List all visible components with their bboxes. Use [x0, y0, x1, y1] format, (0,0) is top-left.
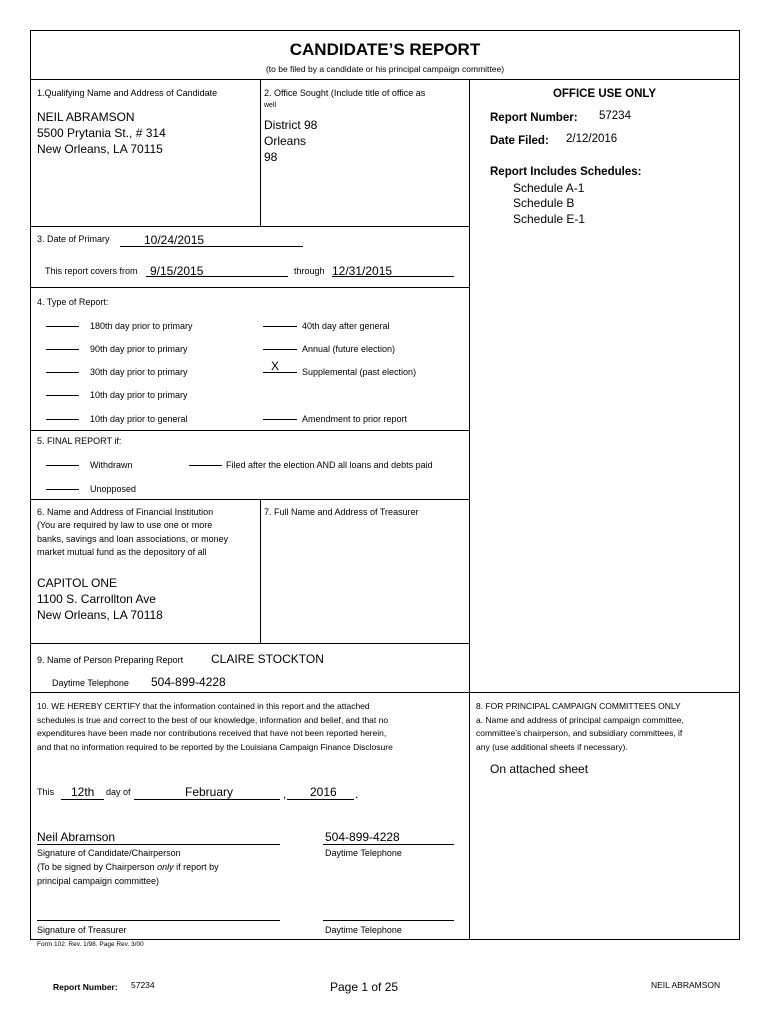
- final-report-option: Unopposed: [90, 484, 137, 494]
- office-line-1: District 98: [264, 118, 318, 132]
- report-type-option: 10th day prior to general: [90, 414, 188, 424]
- day-of-label: day of: [106, 787, 131, 797]
- office-use-heading: OFFICE USE ONLY: [552, 88, 657, 100]
- checkbox-line[interactable]: [263, 326, 297, 327]
- divider: [30, 226, 469, 227]
- report-type-option: 40th day after general: [302, 321, 390, 331]
- certify-day: 12th: [71, 785, 95, 799]
- period: .: [355, 787, 359, 801]
- certification-text: schedules is true and correct to the best of our knowledge, information and belief, and that no: [37, 715, 389, 725]
- divider: [469, 79, 470, 940]
- certification-text: 10. WE HEREBY CERTIFY that the information contained in this report and the attached: [37, 701, 370, 711]
- phone-label: Daytime Telephone: [325, 848, 402, 858]
- divider: [30, 430, 469, 431]
- checkbox-line[interactable]: [46, 419, 79, 420]
- financial-institution-label: market mutual fund as the depository of all: [37, 547, 207, 557]
- covers-label: This report covers from: [45, 266, 138, 276]
- report-type-option: 30th day prior to primary: [90, 367, 188, 377]
- divider: [30, 643, 469, 644]
- committee-label: any (use additional sheets if necessary).: [476, 742, 628, 752]
- report-type-option: Amendment to prior report: [302, 414, 408, 424]
- treasurer-signature-label: Signature of Treasurer: [37, 925, 127, 935]
- checkbox-line[interactable]: [46, 349, 79, 350]
- checkbox-line[interactable]: [263, 349, 297, 350]
- checkbox-line[interactable]: [46, 395, 79, 396]
- final-report-label: 5. FINAL REPORT if:: [37, 436, 122, 446]
- date-filed-label: Date Filed:: [490, 135, 549, 147]
- date-filed-value: 2/12/2016: [566, 133, 618, 145]
- month-line: [134, 799, 280, 800]
- certification-text: and that no information required to be reported by the Louisiana Campaign Finance Disclosure: [37, 742, 393, 752]
- committee-value: On attached sheet: [490, 762, 589, 776]
- report-number-label: Report Number:: [490, 112, 578, 124]
- report-type-option: Supplemental (past election): [302, 367, 417, 377]
- treasurer-phone-label: Daytime Telephone: [325, 925, 402, 935]
- page-subtitle: (to be filed by a candidate or his principal campaign committee): [265, 64, 505, 74]
- treasurer-signature-line: [37, 920, 280, 921]
- preparer-phone-label: Daytime Telephone: [52, 678, 129, 688]
- comma: ,: [283, 787, 287, 801]
- financial-institution-label: banks, savings and loan associations, or money: [37, 534, 229, 544]
- financial-institution-label: 6. Name and Address of Financial Institution: [37, 507, 214, 517]
- office-line-3: 98: [264, 150, 278, 164]
- report-type-check-mark: X: [271, 359, 280, 373]
- office-sought-label: 2. Office Sought (Include title of office as: [264, 88, 426, 98]
- footer-report-number-label: Report Number:: [53, 982, 118, 992]
- preparer-label: 9. Name of Person Preparing Report: [37, 655, 184, 665]
- certification-text: expenditures have been made nor contributions received that have not been reported herein,: [37, 728, 387, 738]
- through-label: through: [294, 266, 325, 276]
- checkbox-line[interactable]: [46, 326, 79, 327]
- footer-candidate-name: NEIL ABRAMSON: [651, 980, 721, 990]
- candidate-label: 1.Qualifying Name and Address of Candidate: [37, 88, 218, 98]
- primary-date-value: 10/24/2015: [144, 233, 205, 247]
- bank-street: 1100 S. Carrollton Ave: [37, 592, 156, 606]
- checkbox-line[interactable]: [46, 489, 79, 490]
- candidate-name: NEIL ABRAMSON: [37, 110, 135, 124]
- signature-label: Signature of Candidate/Chairperson: [37, 848, 181, 858]
- committee-label: 8. FOR PRINCIPAL CAMPAIGN COMMITTEES ONLY: [476, 701, 681, 711]
- report-type-option: 180th day prior to primary: [90, 321, 193, 331]
- candidate-city: New Orleans, LA 70115: [37, 142, 163, 156]
- office-sought-label-cont: well: [264, 102, 277, 109]
- candidate-phone: 504-899-4228: [325, 830, 400, 844]
- page-title: CANDIDATE’S REPORT: [289, 40, 481, 59]
- primary-date-label: 3. Date of Primary: [37, 234, 110, 244]
- certify-year: 2016: [310, 785, 337, 799]
- report-type-label: 4. Type of Report:: [37, 297, 109, 307]
- divider: [30, 79, 740, 80]
- signature-note: principal campaign committee): [37, 876, 160, 886]
- divider: [30, 287, 469, 288]
- treasurer-phone-line: [323, 920, 454, 921]
- schedule-item: Schedule B: [513, 196, 575, 210]
- day-line: [61, 799, 104, 800]
- bank-city: New Orleans, LA 70118: [37, 608, 163, 622]
- divider: [260, 79, 261, 226]
- final-report-option: Withdrawn: [90, 460, 133, 470]
- report-type-option: 90th day prior to primary: [90, 344, 188, 354]
- preparer-name: CLAIRE STOCKTON: [211, 652, 324, 666]
- report-type-option: Annual (future election): [302, 344, 396, 354]
- divider: [30, 499, 469, 500]
- divider: [30, 692, 740, 693]
- footer-report-number: 57234: [131, 980, 155, 990]
- candidate-street: 5500 Prytania St., # 314: [37, 126, 166, 140]
- checkbox-line[interactable]: [263, 372, 297, 373]
- checkbox-line[interactable]: [46, 465, 79, 466]
- candidate-signature: Neil Abramson: [37, 830, 116, 844]
- committee-label: a. Name and address of principal campaign committee,: [476, 715, 684, 725]
- schedule-item: Schedule E-1: [513, 212, 586, 226]
- checkbox-line[interactable]: [46, 372, 79, 373]
- year-line: [287, 799, 354, 800]
- checkbox-line[interactable]: [263, 419, 297, 420]
- signature-note: (To be signed by Chairperson only if report by: [37, 862, 219, 872]
- schedule-item: Schedule A-1: [513, 181, 585, 195]
- phone-line: [323, 844, 454, 845]
- checkbox-line[interactable]: [189, 465, 222, 466]
- final-report-option: Filed after the election AND all loans and debts paid: [226, 460, 433, 470]
- report-type-option: 10th day prior to primary: [90, 390, 188, 400]
- report-number-value: 57234: [599, 110, 631, 122]
- bank-name: CAPITOL ONE: [37, 576, 118, 590]
- page-number: Page 1 of 25: [330, 980, 399, 994]
- financial-institution-label: (You are required by law to use one or more: [37, 520, 213, 530]
- schedules-heading: Report Includes Schedules:: [490, 166, 642, 178]
- committee-label: committee’s chairperson, and subsidiary committees, if: [476, 728, 683, 738]
- form-revision: Form 102. Rev. 1/98. Page Rev. 3/00: [37, 941, 144, 948]
- certify-month: February: [185, 785, 234, 799]
- preparer-phone: 504-899-4228: [151, 675, 226, 689]
- covers-from-value: 9/15/2015: [150, 264, 204, 278]
- this-label: This: [37, 787, 55, 797]
- covers-through-value: 12/31/2015: [332, 264, 393, 278]
- treasurer-label: 7. Full Name and Address of Treasurer: [264, 507, 419, 517]
- divider: [260, 499, 261, 643]
- signature-line: [37, 844, 280, 845]
- office-line-2: Orleans: [264, 134, 307, 148]
